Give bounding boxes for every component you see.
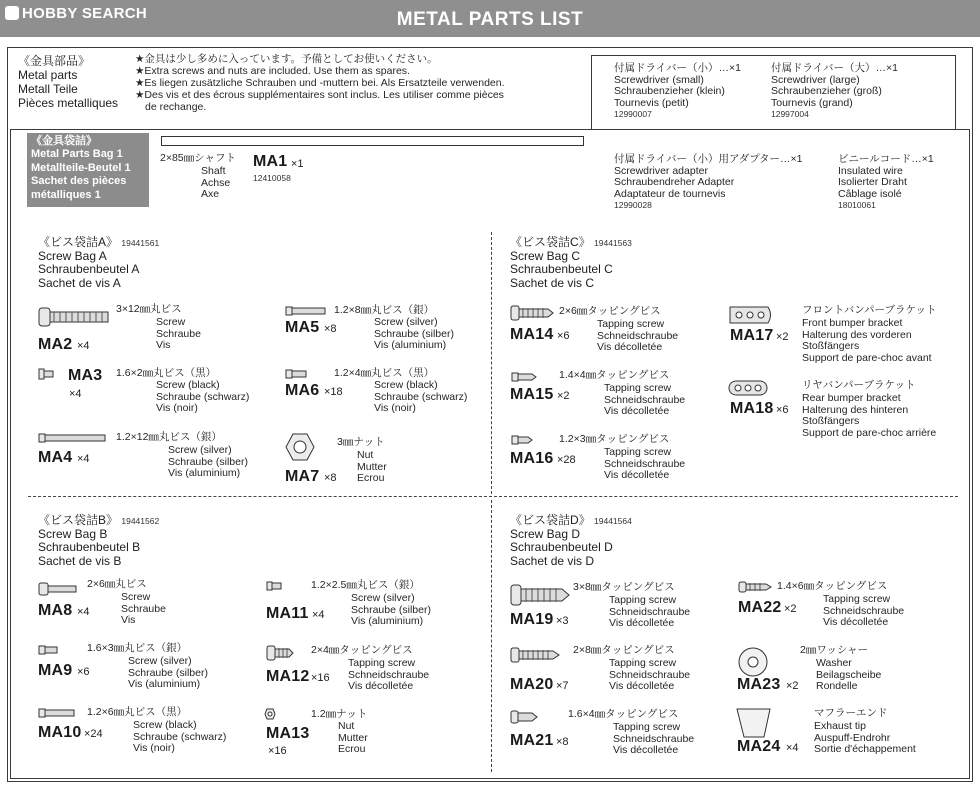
divider-vertical	[491, 500, 492, 772]
part-names: Screw (silver) Schraube (silber) Vis (aluminium)	[374, 316, 454, 352]
part-qty: ×6	[557, 330, 570, 342]
tool-screwdriver-large: 付属ドライバー（大）…×1 Screwdriver (large) Schraubenzieher (groß) Tournevis (grand) 12997004	[771, 62, 898, 119]
part-code: MA6	[285, 382, 320, 399]
part-qty: ×2	[786, 680, 799, 692]
part-code: MA7	[285, 468, 320, 485]
intro-note: ★Extra screws and nuts are included. Use them as spares.	[135, 65, 410, 77]
part-qty: ×18	[324, 386, 343, 398]
bag-b-heading: 《ビス袋詰B》 19441562 Screw Bag B Schraubenbeutel B Sachet de vis B	[38, 513, 160, 568]
tool-screwdriver-small: 付属ドライバー（小）…×1 Screwdriver (small) Schraubenzieher (klein) Tournevis (petit) 12990007	[614, 62, 741, 119]
intro-jp: 《金具部品》	[18, 54, 91, 68]
bag-a-heading: 《ビス袋詰A》 19441561 Screw Bag A Schraubenbeutel A Sachet de vis A	[38, 235, 160, 290]
part-spec: 1.4×6㎜タッピングビス	[777, 580, 888, 592]
part-spec: 1.2×6㎜丸ビス（黒）	[87, 706, 188, 718]
divider-horizontal	[28, 496, 958, 497]
part-names: Screw (silver) Schraube (silber) Vis (aluminium)	[351, 592, 431, 628]
part-spec: 1.6×4㎜タッピングビス	[568, 708, 679, 720]
divider-vertical	[491, 232, 492, 494]
part-spec: 1.2×3㎜タッピングビス	[559, 433, 670, 445]
part-code: MA23	[737, 676, 781, 693]
part-code: MA19	[510, 611, 554, 628]
screw-icon	[38, 582, 78, 596]
part-names: Tapping screw Schneidschraube Vis décolletée	[609, 594, 691, 630]
bumper-bracket-icon	[728, 380, 768, 396]
intro-note: ★金具は少し多めに入っています。予備としてお使いください。	[135, 53, 438, 65]
part-names: Screw (black) Schraube (schwarz) Vis (noir)	[374, 379, 468, 415]
part-spec: 2×8㎜タッピングビス	[573, 644, 675, 656]
part-code: MA21	[510, 732, 554, 749]
part-qty: ×16	[268, 745, 287, 757]
part-qty: ×24	[84, 728, 103, 740]
intro-en: Metal parts	[18, 68, 78, 82]
intro-note: ★Des vis et des écrous supplémentaires sont inclus. Les utiliser comme pièces	[135, 89, 504, 101]
part-code: MA14	[510, 326, 554, 343]
part-code: MA15	[510, 386, 554, 403]
part-code: MA24	[737, 738, 781, 755]
screw-icon	[38, 368, 54, 380]
part-spec: 2×4㎜タッピングビス	[311, 644, 413, 656]
part-code: MA11	[266, 605, 309, 622]
nut-icon	[264, 708, 276, 720]
screw-icon	[38, 307, 110, 327]
part-qty: ×6	[77, 666, 90, 678]
part-names: Tapping screw Schneidschraube Vis décolletée	[597, 318, 679, 354]
part-names: Screw Schraube Vis	[156, 316, 201, 352]
part-qty: ×8	[324, 472, 337, 484]
part-code: MA18	[730, 400, 774, 417]
part-names: Screw (black) Schraube (schwarz) Vis (noir)	[133, 719, 227, 755]
page-title: METAL PARTS LIST	[396, 9, 584, 30]
part-spec: 2×6㎜丸ビス	[87, 578, 147, 590]
exhaust-tip-icon	[736, 708, 772, 738]
part-names: Front bumper bracket Halterung des vorderen Stoßfängers Support de pare-choc avant	[802, 317, 932, 364]
part-names: Tapping screw Schneidschraube Vis décolletée	[613, 721, 695, 757]
part-names: Tapping screw Schneidschraube Vis décolletée	[823, 593, 905, 629]
part-names: Tapping screw Schneidschraube Vis décolletée	[609, 657, 691, 693]
bumper-bracket-icon	[728, 306, 774, 324]
intro-note: ★Es liegen zusätzliche Schrauben und -muttern bei. Als Ersatzteile verwenden.	[135, 77, 505, 89]
part-names: Shaft Achse Axe	[201, 165, 231, 201]
part-qty: ×2	[784, 603, 797, 615]
part-qty: ×2	[557, 390, 570, 402]
part-qty: ×4	[77, 340, 90, 352]
tool-insulated-wire: ビニールコード…×1 Insulated wire Isolierter Draht Câblage isolé 18010061	[838, 153, 934, 210]
screw-icon	[285, 306, 327, 316]
screw-icon	[38, 433, 106, 443]
part-spec: 1.2×8㎜丸ビス（銀）	[334, 304, 435, 316]
tapping-screw-icon	[510, 647, 560, 663]
bag-d-heading: 《ビス袋詰D》 19441564 Screw Bag D Schraubenbeutel D Sachet de vis D	[510, 513, 632, 568]
part-code: MA8	[38, 602, 73, 619]
brand-logo: HOBBY SEARCH	[22, 5, 148, 22]
part-names: Washer Beilagscheibe Rondelle	[816, 657, 882, 693]
part-qty: ×6	[776, 404, 789, 416]
screw-icon	[266, 581, 282, 591]
part-qty: ×8	[324, 323, 337, 335]
part-code: MA20	[510, 676, 554, 693]
tapping-screw-icon	[510, 710, 538, 724]
part-qty: ×4	[69, 388, 82, 400]
tapping-screw-icon	[511, 372, 537, 382]
part-code: MA17	[730, 327, 774, 344]
part-qty: ×1	[291, 158, 304, 170]
intro-note: de rechange.	[145, 101, 207, 113]
part-names: Tapping screw Schneidschraube Vis décolletée	[604, 446, 686, 482]
screw-icon	[285, 369, 307, 379]
part-code: MA4	[38, 449, 73, 466]
part-spec: 2×85㎜シャフト	[160, 152, 236, 164]
part-names: Screw Schraube Vis	[121, 591, 166, 627]
part-spec: リヤバンパーブラケット	[802, 379, 916, 391]
screw-icon	[38, 708, 76, 718]
tapping-screw-icon	[510, 584, 570, 606]
part-spec: 3×12㎜丸ビス	[116, 303, 182, 315]
tool-adapter: 付属ドライバー（小）用アダプター…×1 Screwdriver adapter Schraubendreher Adapter Adaptateur de tournevis 12990028	[614, 153, 803, 210]
part-spec: 1.2×4㎜丸ビス（黒）	[334, 367, 435, 379]
part-qty: ×3	[556, 615, 569, 627]
part-code: MA22	[738, 599, 782, 616]
part-qty: ×28	[557, 454, 576, 466]
part-spec: マフラーエンド	[814, 707, 888, 719]
screw-icon	[38, 645, 58, 655]
shaft-icon	[161, 136, 584, 146]
part-names: Rear bumper bracket Halterung des hinteren Stoßfängers Support de pare-choc arrière	[802, 392, 937, 439]
part-names: Tapping screw Schneidschraube Vis décolletée	[348, 657, 430, 693]
part-qty: ×7	[556, 680, 569, 692]
part-code: MA12	[266, 668, 310, 685]
tapping-screw-icon	[510, 305, 554, 321]
washer-icon	[737, 646, 769, 678]
part-code: MA3	[68, 367, 103, 384]
part-code: MA5	[285, 319, 320, 336]
part-qty: ×4	[77, 606, 90, 618]
part-spec: 1.2×2.5㎜丸ビス（銀）	[311, 579, 420, 591]
bag-c-heading: 《ビス袋詰C》 19441563 Screw Bag C Schraubenbeutel C Sachet de vis C	[510, 235, 632, 290]
part-names: Exhaust tip Auspuff-Endrohr Sortie d'échappement	[814, 720, 916, 756]
part-names: Screw (silver) Schraube (silber) Vis (aluminium)	[128, 655, 208, 691]
part-spec: フロントバンパーブラケット	[802, 304, 937, 316]
part-names: Nut Mutter Ecrou	[357, 449, 387, 485]
part-qty: ×8	[556, 736, 569, 748]
tapping-screw-icon	[266, 645, 294, 661]
part-spec: 2×6㎜タッピングビス	[559, 305, 661, 317]
part-spec: 3㎜ナット	[337, 436, 385, 448]
tapping-screw-icon	[738, 581, 772, 593]
intro-fr: Pièces metalliques	[18, 96, 119, 110]
bag1-label: 《金具袋詰》 Metal Parts Bag 1 Metallteile-Beutel 1 Sachet des pièces métalliques 1	[27, 133, 149, 207]
part-qty: ×16	[311, 672, 330, 684]
part-names: Nut Mutter Ecrou	[338, 720, 368, 756]
part-names: Tapping screw Schneidschraube Vis décolletée	[604, 382, 686, 418]
part-spec: 1.6×3㎜丸ビス（銀）	[87, 642, 188, 654]
part-code: MA16	[510, 450, 554, 467]
part-code: MA10	[38, 724, 82, 741]
part-number: 12410058	[253, 173, 291, 183]
part-spec: 1.2×12㎜丸ビス（銀）	[116, 431, 222, 443]
part-spec: 1.2㎜ナット	[311, 708, 368, 720]
part-names: Screw (silver) Schraube (silber) Vis (aluminium)	[168, 444, 248, 480]
part-code: MA9	[38, 662, 73, 679]
part-names: Screw (black) Schraube (schwarz) Vis (noir)	[156, 379, 250, 415]
part-spec: 1.6×2㎜丸ビス（黒）	[116, 367, 217, 379]
part-spec: 3×8㎜タッピングビス	[573, 581, 675, 593]
part-code: MA13	[266, 725, 310, 742]
intro-de: Metall Teile	[18, 82, 78, 96]
part-qty: ×4	[77, 453, 90, 465]
tapping-screw-icon	[511, 435, 533, 445]
part-qty: ×4	[312, 609, 325, 621]
nut-icon	[285, 433, 315, 461]
part-qty: ×4	[786, 742, 799, 754]
part-qty: ×2	[776, 331, 789, 343]
part-spec: 1.4×4㎜タッピングビス	[559, 369, 670, 381]
part-code: MA2	[38, 336, 73, 353]
part-code: MA1	[253, 153, 288, 170]
part-spec: 2㎜ワッシャー	[800, 644, 869, 656]
